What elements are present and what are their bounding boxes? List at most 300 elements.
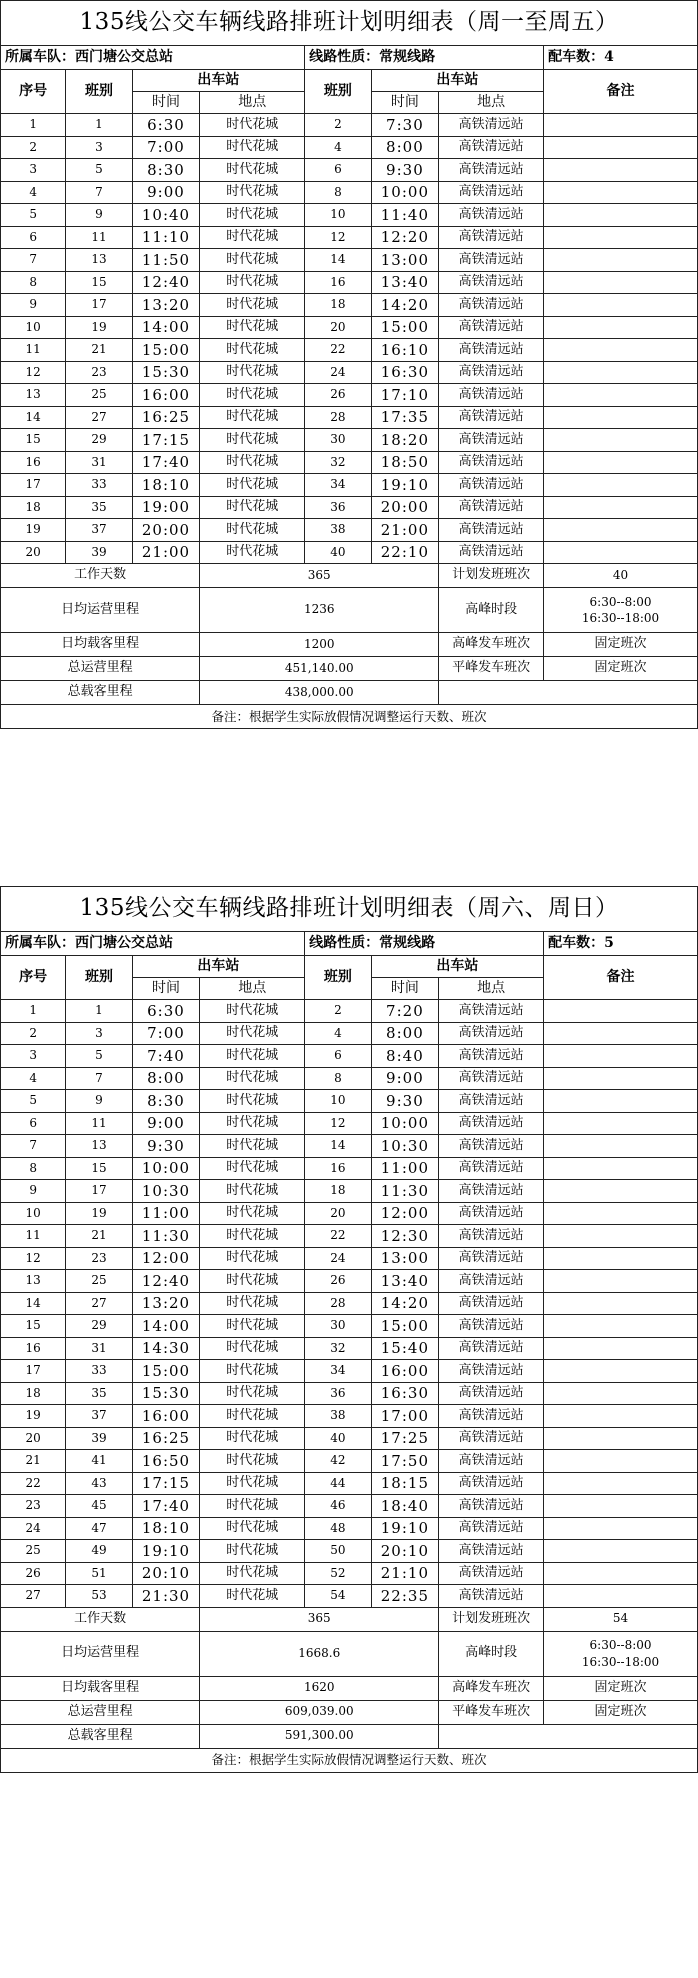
time-cell: 21:10 [371, 1562, 439, 1585]
shift-cell: 32 [305, 1337, 371, 1360]
time-cell: 9:00 [132, 181, 200, 204]
table-row [1, 541, 698, 564]
time-cell: 15:40 [371, 1337, 439, 1360]
shift-cell: 40 [305, 541, 371, 564]
time-cell: 17:15 [132, 1472, 200, 1495]
header-shift: 班别 [66, 956, 132, 1000]
shift-cell: 39 [66, 541, 132, 564]
time-cell: 20:00 [132, 519, 200, 542]
shift-cell: 36 [305, 1382, 371, 1405]
work-days-value: 365 [200, 1607, 439, 1631]
total-pax-mileage-value: 438,000.00 [200, 681, 439, 705]
table-row [1, 384, 698, 407]
place-cell: 时代花城 [200, 474, 305, 497]
remarks-cell [544, 474, 698, 497]
time-cell: 9:00 [132, 1112, 200, 1135]
daily-op-mileage-value: 1668.6 [200, 1631, 439, 1676]
peak-period: 16:30--18:00 [581, 1654, 660, 1669]
place-cell: 时代花城 [200, 1202, 305, 1225]
time-cell: 7:00 [132, 1022, 200, 1045]
time-cell: 20:00 [371, 496, 439, 519]
shift-cell: 11 [66, 1112, 132, 1135]
place-cell: 时代花城 [200, 541, 305, 564]
shift-cell: 22 [305, 1225, 371, 1248]
place-cell: 时代花城 [200, 1000, 305, 1023]
remarks-cell [544, 1000, 698, 1023]
time-cell: 8:40 [371, 1045, 439, 1068]
shift-cell: 5 [66, 1045, 132, 1068]
place-cell: 高铁清远站 [439, 474, 544, 497]
time-cell: 10:00 [371, 1112, 439, 1135]
daily-pax-mileage-value: 1620 [200, 1676, 439, 1700]
time-cell: 6:30 [132, 1000, 200, 1023]
table-row [1, 1562, 698, 1585]
seq-cell: 26 [1, 1562, 66, 1585]
time-cell: 8:30 [132, 1090, 200, 1113]
table-row [1, 339, 698, 362]
table-row [1, 1292, 698, 1315]
title-row [1, 887, 698, 932]
place-cell: 高铁清远站 [439, 1382, 544, 1405]
time-cell: 10:00 [132, 1157, 200, 1180]
place-cell: 时代花城 [200, 1495, 305, 1518]
time-cell: 12:40 [132, 271, 200, 294]
table-row [1, 1337, 698, 1360]
remarks-cell [544, 1517, 698, 1540]
shift-cell: 1 [66, 1000, 132, 1023]
shift-cell: 13 [66, 1135, 132, 1158]
place-cell: 高铁清远站 [439, 1112, 544, 1135]
route-type-label: 线路性质：常规线路 [305, 932, 544, 956]
shift-cell: 1 [66, 114, 132, 137]
place-cell: 高铁清远站 [439, 1472, 544, 1495]
remarks-cell [544, 136, 698, 159]
header-seq: 序号 [1, 70, 66, 114]
place-cell: 高铁清远站 [439, 1135, 544, 1158]
total-op-mileage-value: 451,140.00 [200, 657, 439, 681]
time-cell: 18:20 [371, 429, 439, 452]
time-cell: 18:40 [371, 1495, 439, 1518]
time-cell: 13:40 [371, 1270, 439, 1293]
table-row [1, 1427, 698, 1450]
shift-cell: 3 [66, 136, 132, 159]
seq-cell: 8 [1, 1157, 66, 1180]
place-cell: 高铁清远站 [439, 1427, 544, 1450]
table-row [1, 1360, 698, 1383]
place-cell: 高铁清远站 [439, 1450, 544, 1473]
place-cell: 高铁清远站 [439, 226, 544, 249]
time-cell: 21:30 [132, 1585, 200, 1608]
shift-cell: 19 [66, 1202, 132, 1225]
shift-cell: 29 [66, 429, 132, 452]
shift-cell: 38 [305, 519, 371, 542]
header-depart-station: 出车站 [132, 70, 304, 92]
place-cell: 时代花城 [200, 316, 305, 339]
remarks-cell [544, 159, 698, 182]
header-remarks: 备注 [544, 956, 698, 1000]
remarks-cell [544, 1202, 698, 1225]
shift-cell: 8 [305, 1067, 371, 1090]
vehicle-count-label: 配车数：4 [544, 46, 698, 70]
place-cell: 时代花城 [200, 519, 305, 542]
shift-cell: 7 [66, 1067, 132, 1090]
table-row [1, 496, 698, 519]
seq-cell: 4 [1, 1067, 66, 1090]
remarks-cell [544, 1585, 698, 1608]
place-cell: 高铁清远站 [439, 1517, 544, 1540]
remarks-cell [544, 1337, 698, 1360]
footer-row [1, 564, 698, 588]
time-cell: 12:00 [371, 1202, 439, 1225]
remarks-cell [544, 226, 698, 249]
header-remarks: 备注 [544, 70, 698, 114]
time-cell: 11:30 [371, 1180, 439, 1203]
time-cell: 16:30 [371, 361, 439, 384]
seq-cell: 21 [1, 1450, 66, 1473]
place-cell: 高铁清远站 [439, 1045, 544, 1068]
seq-cell: 23 [1, 1495, 66, 1518]
shift-cell: 31 [66, 1337, 132, 1360]
place-cell: 高铁清远站 [439, 1270, 544, 1293]
header-depart-station: 出车站 [132, 956, 304, 978]
place-cell: 时代花城 [200, 1337, 305, 1360]
place-cell: 时代花城 [200, 1180, 305, 1203]
shift-cell: 41 [66, 1450, 132, 1473]
table-row [1, 316, 698, 339]
place-cell: 高铁清远站 [439, 1180, 544, 1203]
place-cell: 高铁清远站 [439, 519, 544, 542]
remarks-cell [544, 181, 698, 204]
shift-cell: 45 [66, 1495, 132, 1518]
place-cell: 时代花城 [200, 114, 305, 137]
offpeak-trips-value: 固定班次 [544, 657, 698, 681]
title-row [1, 1, 698, 46]
shift-cell: 43 [66, 1472, 132, 1495]
place-cell: 时代花城 [200, 294, 305, 317]
header-depart-station: 出车站 [371, 70, 543, 92]
time-cell: 16:50 [132, 1450, 200, 1473]
shift-cell: 40 [305, 1427, 371, 1450]
time-cell: 16:30 [371, 1382, 439, 1405]
time-cell: 11:00 [371, 1157, 439, 1180]
table-row [1, 1067, 698, 1090]
time-cell: 12:40 [132, 1270, 200, 1293]
time-cell: 14:20 [371, 1292, 439, 1315]
time-cell: 8:00 [371, 1022, 439, 1045]
shift-cell: 6 [305, 1045, 371, 1068]
shift-cell: 3 [66, 1022, 132, 1045]
remarks-cell [544, 541, 698, 564]
seq-cell: 22 [1, 1472, 66, 1495]
table-row [1, 1225, 698, 1248]
time-cell: 17:40 [132, 1495, 200, 1518]
footer-row [1, 1724, 698, 1748]
planned-trips-label: 计划发班班次 [439, 1607, 544, 1631]
remarks-cell [544, 1472, 698, 1495]
table-row [1, 1135, 698, 1158]
table-row [1, 1090, 698, 1113]
remarks-cell [544, 519, 698, 542]
place-cell: 高铁清远站 [439, 1225, 544, 1248]
weekend-schedule-table [0, 886, 698, 1773]
shift-cell: 5 [66, 159, 132, 182]
footer-row [1, 1700, 698, 1724]
info-row [1, 932, 698, 956]
place-cell: 时代花城 [200, 1427, 305, 1450]
remarks-cell [544, 1112, 698, 1135]
place-cell: 高铁清远站 [439, 1247, 544, 1270]
place-cell: 时代花城 [200, 1540, 305, 1563]
place-cell: 时代花城 [200, 1112, 305, 1135]
seq-cell: 7 [1, 1135, 66, 1158]
shift-cell: 15 [66, 1157, 132, 1180]
table-row [1, 519, 698, 542]
place-cell: 高铁清远站 [439, 1090, 544, 1113]
shift-cell: 39 [66, 1427, 132, 1450]
remarks-cell [544, 361, 698, 384]
time-cell: 13:00 [371, 1247, 439, 1270]
remarks-cell [544, 1382, 698, 1405]
header-seq: 序号 [1, 956, 66, 1000]
shift-cell: 51 [66, 1562, 132, 1585]
seq-cell: 10 [1, 1202, 66, 1225]
table-row [1, 181, 698, 204]
time-cell: 13:20 [132, 1292, 200, 1315]
place-cell: 时代花城 [200, 1472, 305, 1495]
shift-cell: 30 [305, 1315, 371, 1338]
place-cell: 时代花城 [200, 406, 305, 429]
seq-cell: 27 [1, 1585, 66, 1608]
table-row [1, 1180, 698, 1203]
shift-cell: 24 [305, 361, 371, 384]
place-cell: 高铁清远站 [439, 1495, 544, 1518]
place-cell: 高铁清远站 [439, 1157, 544, 1180]
remarks-cell [544, 204, 698, 227]
shift-cell: 14 [305, 1135, 371, 1158]
table-row [1, 1000, 698, 1023]
daily-pax-mileage-label: 日均载客里程 [1, 633, 200, 657]
time-cell: 11:50 [132, 249, 200, 272]
table-row [1, 1045, 698, 1068]
shift-cell: 37 [66, 1405, 132, 1428]
time-cell: 19:10 [371, 1517, 439, 1540]
place-cell: 高铁清远站 [439, 271, 544, 294]
time-cell: 16:10 [371, 339, 439, 362]
shift-cell: 9 [66, 1090, 132, 1113]
planned-trips-value: 54 [544, 1607, 698, 1631]
time-cell: 18:50 [371, 451, 439, 474]
shift-cell: 25 [66, 384, 132, 407]
total-op-mileage-value: 609,039.00 [200, 1700, 439, 1724]
remarks-cell [544, 384, 698, 407]
table-row [1, 294, 698, 317]
header-place: 地点 [439, 92, 544, 114]
shift-cell: 50 [305, 1540, 371, 1563]
place-cell: 高铁清远站 [439, 361, 544, 384]
place-cell: 时代花城 [200, 339, 305, 362]
place-cell: 高铁清远站 [439, 496, 544, 519]
place-cell: 时代花城 [200, 226, 305, 249]
shift-cell: 28 [305, 1292, 371, 1315]
seq-cell: 3 [1, 1045, 66, 1068]
time-cell: 15:00 [132, 339, 200, 362]
place-cell: 高铁清远站 [439, 136, 544, 159]
shift-cell: 9 [66, 204, 132, 227]
empty-cell [439, 1724, 698, 1748]
time-cell: 19:10 [371, 474, 439, 497]
remarks-cell [544, 1022, 698, 1045]
shift-cell: 28 [305, 406, 371, 429]
peak-period: 6:30--8:00 [589, 594, 652, 609]
shift-cell: 13 [66, 249, 132, 272]
remarks-cell [544, 1135, 698, 1158]
shift-cell: 49 [66, 1540, 132, 1563]
time-cell: 22:10 [371, 541, 439, 564]
time-cell: 14:00 [132, 316, 200, 339]
seq-cell: 15 [1, 429, 66, 452]
place-cell: 时代花城 [200, 1517, 305, 1540]
place-cell: 时代花城 [200, 1157, 305, 1180]
shift-cell: 29 [66, 1315, 132, 1338]
place-cell: 时代花城 [200, 271, 305, 294]
place-cell: 时代花城 [200, 159, 305, 182]
shift-cell: 6 [305, 159, 371, 182]
shift-cell: 26 [305, 384, 371, 407]
seq-cell: 15 [1, 1315, 66, 1338]
remarks-cell [544, 1225, 698, 1248]
time-cell: 9:00 [371, 1067, 439, 1090]
header-depart-station: 出车站 [371, 956, 543, 978]
shift-cell: 26 [305, 1270, 371, 1293]
info-row [1, 46, 698, 70]
remarks-cell [544, 249, 698, 272]
remarks-cell [544, 294, 698, 317]
footer-row [1, 1676, 698, 1700]
place-cell: 时代花城 [200, 1022, 305, 1045]
remarks-cell [544, 271, 698, 294]
seq-cell: 16 [1, 451, 66, 474]
shift-cell: 38 [305, 1405, 371, 1428]
header-time: 时间 [132, 92, 200, 114]
seq-cell: 5 [1, 204, 66, 227]
footer-row [1, 657, 698, 681]
vehicle-count-label: 配车数：5 [544, 932, 698, 956]
place-cell: 高铁清远站 [439, 384, 544, 407]
place-cell: 时代花城 [200, 1382, 305, 1405]
daily-op-mileage-label: 日均运营里程 [1, 1631, 200, 1676]
seq-cell: 20 [1, 541, 66, 564]
place-cell: 时代花城 [200, 181, 305, 204]
shift-cell: 37 [66, 519, 132, 542]
time-cell: 20:10 [371, 1540, 439, 1563]
table-row [1, 451, 698, 474]
time-cell: 10:30 [371, 1135, 439, 1158]
daily-pax-mileage-label: 日均载客里程 [1, 1676, 200, 1700]
time-cell: 17:35 [371, 406, 439, 429]
shift-cell: 33 [66, 474, 132, 497]
time-cell: 17:40 [132, 451, 200, 474]
shift-cell: 4 [305, 1022, 371, 1045]
shift-cell: 42 [305, 1450, 371, 1473]
remarks-cell [544, 1450, 698, 1473]
shift-cell: 15 [66, 271, 132, 294]
time-cell: 13:00 [371, 249, 439, 272]
time-cell: 16:00 [371, 1360, 439, 1383]
header-shift: 班别 [66, 70, 132, 114]
place-cell: 时代花城 [200, 204, 305, 227]
seq-cell: 5 [1, 1090, 66, 1113]
place-cell: 时代花城 [200, 1315, 305, 1338]
seq-cell: 6 [1, 226, 66, 249]
remarks-cell [544, 451, 698, 474]
total-op-mileage-label: 总运营里程 [1, 1700, 200, 1724]
fleet-label: 所属车队：西门塘公交总站 [1, 932, 305, 956]
time-cell: 13:20 [132, 294, 200, 317]
shift-cell: 23 [66, 1247, 132, 1270]
seq-cell: 18 [1, 496, 66, 519]
shift-cell: 16 [305, 271, 371, 294]
seq-cell: 19 [1, 519, 66, 542]
time-cell: 9:30 [371, 159, 439, 182]
time-cell: 9:30 [371, 1090, 439, 1113]
time-cell: 8:00 [132, 1067, 200, 1090]
time-cell: 17:25 [371, 1427, 439, 1450]
table-row [1, 1157, 698, 1180]
table-title: 135线公交车辆线路排班计划明细表（周六、周日） [1, 887, 698, 932]
time-cell: 11:30 [132, 1225, 200, 1248]
table-row [1, 1270, 698, 1293]
table-row [1, 1450, 698, 1473]
seq-cell: 13 [1, 1270, 66, 1293]
time-cell: 16:00 [132, 1405, 200, 1428]
shift-cell: 17 [66, 294, 132, 317]
place-cell: 高铁清远站 [439, 339, 544, 362]
place-cell: 时代花城 [200, 1562, 305, 1585]
seq-cell: 9 [1, 294, 66, 317]
place-cell: 高铁清远站 [439, 159, 544, 182]
time-cell: 20:10 [132, 1562, 200, 1585]
remarks-cell [544, 1540, 698, 1563]
header-time: 时间 [371, 978, 439, 1000]
seq-cell: 1 [1, 114, 66, 137]
place-cell: 高铁清远站 [439, 294, 544, 317]
place-cell: 高铁清远站 [439, 1562, 544, 1585]
shift-cell: 32 [305, 451, 371, 474]
place-cell: 高铁清远站 [439, 406, 544, 429]
footer-row [1, 633, 698, 657]
time-cell: 15:30 [132, 361, 200, 384]
footnote: 备注：根据学生实际放假情况调整运行天数、班次 [1, 1748, 698, 1772]
footer-row [1, 681, 698, 705]
place-cell: 时代花城 [200, 1405, 305, 1428]
time-cell: 12:00 [132, 1247, 200, 1270]
shift-cell: 53 [66, 1585, 132, 1608]
planned-trips-label: 计划发班班次 [439, 564, 544, 588]
place-cell: 高铁清远站 [439, 1022, 544, 1045]
table-row [1, 1315, 698, 1338]
daily-op-mileage-label: 日均运营里程 [1, 588, 200, 633]
seq-cell: 12 [1, 1247, 66, 1270]
time-cell: 16:25 [132, 1427, 200, 1450]
planned-trips-value: 40 [544, 564, 698, 588]
time-cell: 15:00 [371, 1315, 439, 1338]
time-cell: 6:30 [132, 114, 200, 137]
remarks-cell [544, 316, 698, 339]
place-cell: 时代花城 [200, 1045, 305, 1068]
remarks-cell [544, 406, 698, 429]
shift-cell: 17 [66, 1180, 132, 1203]
seq-cell: 14 [1, 406, 66, 429]
